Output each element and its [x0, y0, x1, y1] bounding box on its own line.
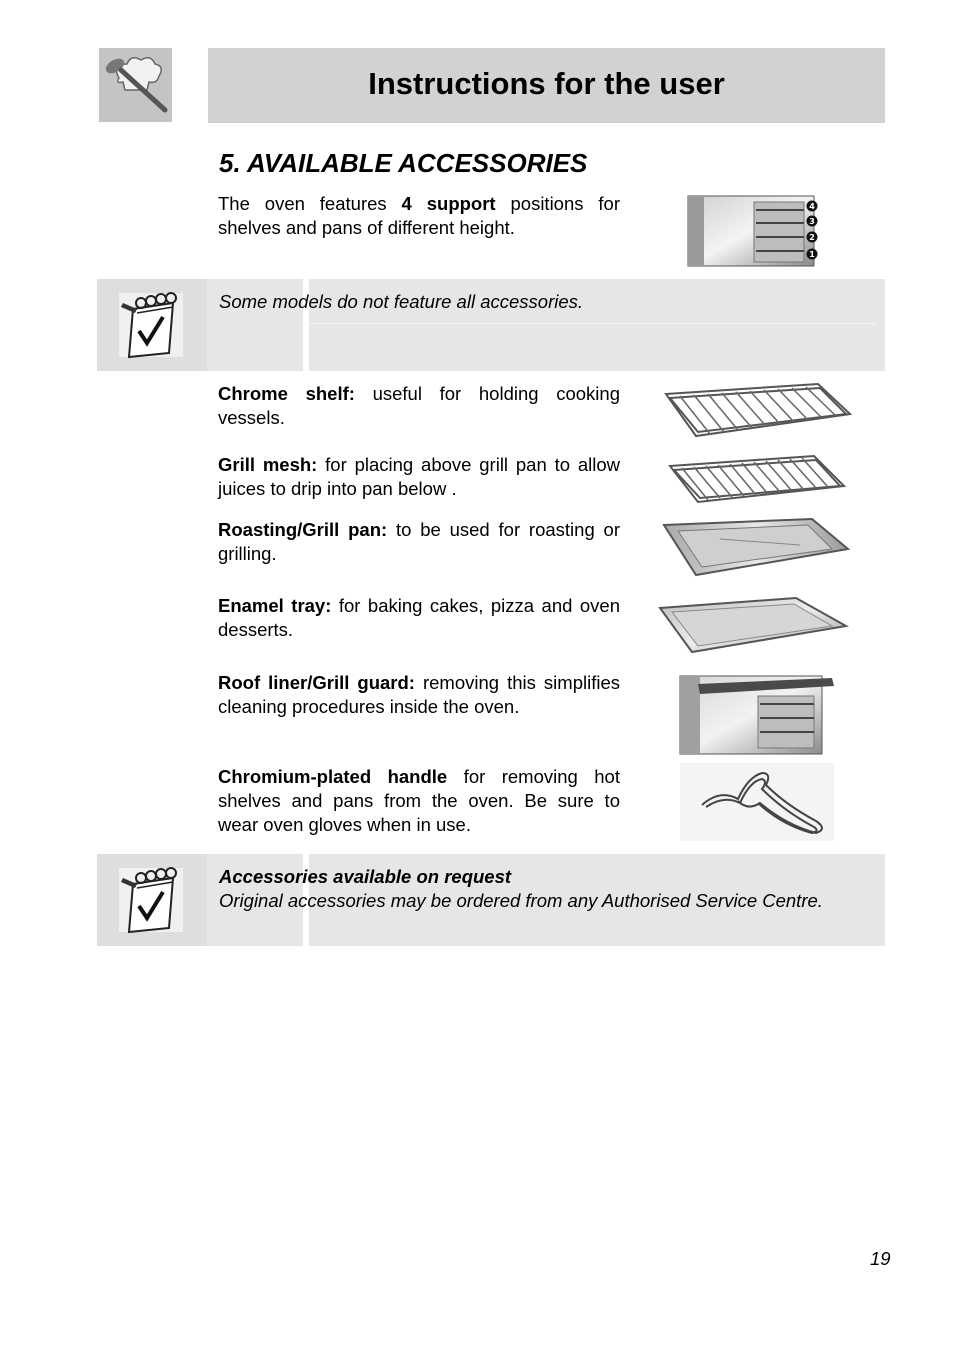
accessory-name: Chrome shelf: — [218, 383, 355, 404]
note-request-text: Original accessories may be ordered from any Authorised Service Centre. — [219, 890, 823, 911]
note-box-models — [97, 279, 885, 371]
accessory-name: Roof liner/Grill guard: — [218, 672, 415, 693]
accessory-handle — [218, 765, 620, 837]
intro-bold: 4 support — [401, 193, 496, 214]
accessory-desc: removing this simplifies cleaning procedures inside the oven. — [218, 672, 620, 717]
accessory-grill-mesh — [218, 453, 620, 501]
shelf-position-2: 2 — [809, 233, 815, 242]
roasting-pan-icon — [664, 519, 848, 575]
intro-paragraph — [218, 192, 620, 240]
accessory-desc: for placing above grill pan to allow juices to drip into pan below . — [218, 454, 620, 499]
oven-shelf-positions-illustration — [686, 192, 820, 268]
logo — [99, 48, 172, 122]
notepad-check-icon — [115, 864, 187, 936]
roof-liner-icon — [680, 676, 834, 754]
accessory-enamel-tray — [218, 594, 620, 642]
enamel-tray-icon — [660, 598, 846, 652]
accessory-desc: to be used for roasting or grilling. — [218, 519, 620, 564]
page-header-title: Instructions for the user — [368, 66, 725, 101]
chrome-shelf-icon — [660, 380, 854, 440]
grill-mesh-icon — [664, 452, 848, 506]
accessory-desc: useful for holding cooking vessels. — [218, 383, 620, 428]
accessory-roasting-pan — [218, 518, 620, 566]
header-bar — [208, 48, 885, 123]
notepad-check-icon — [115, 289, 187, 361]
shelf-position-4: 4 — [809, 202, 815, 211]
page-number: 19 — [870, 1248, 891, 1269]
accessory-name: Roasting/Grill pan: — [218, 519, 388, 540]
section-title: 5. AVAILABLE ACCESSORIES — [219, 148, 588, 178]
accessory-chrome-shelf — [218, 382, 620, 430]
intro-text: The oven features — [218, 193, 402, 214]
accessory-name: Grill mesh: — [218, 454, 318, 475]
accessory-name: Enamel tray: — [218, 595, 332, 616]
shelf-position-1: 1 — [809, 250, 815, 259]
intro-text-after: positions for shelves and pans of different height. — [218, 193, 620, 238]
accessory-desc: for removing hot shelves and pans from the oven. Be sure to wear oven gloves when in use. — [218, 766, 620, 835]
note-request-heading: Accessories available on request — [219, 866, 512, 887]
accessory-name: Chromium-plated handle — [218, 766, 448, 787]
accessory-desc: for baking cakes, pizza and oven desserts. — [218, 595, 620, 640]
shelf-position-3: 3 — [809, 217, 815, 226]
note-box-request — [97, 854, 885, 946]
note-models-text: Some models do not feature all accessories. — [219, 291, 584, 312]
accessory-roof-liner — [218, 671, 620, 719]
chef-spoon-icon — [99, 48, 172, 122]
